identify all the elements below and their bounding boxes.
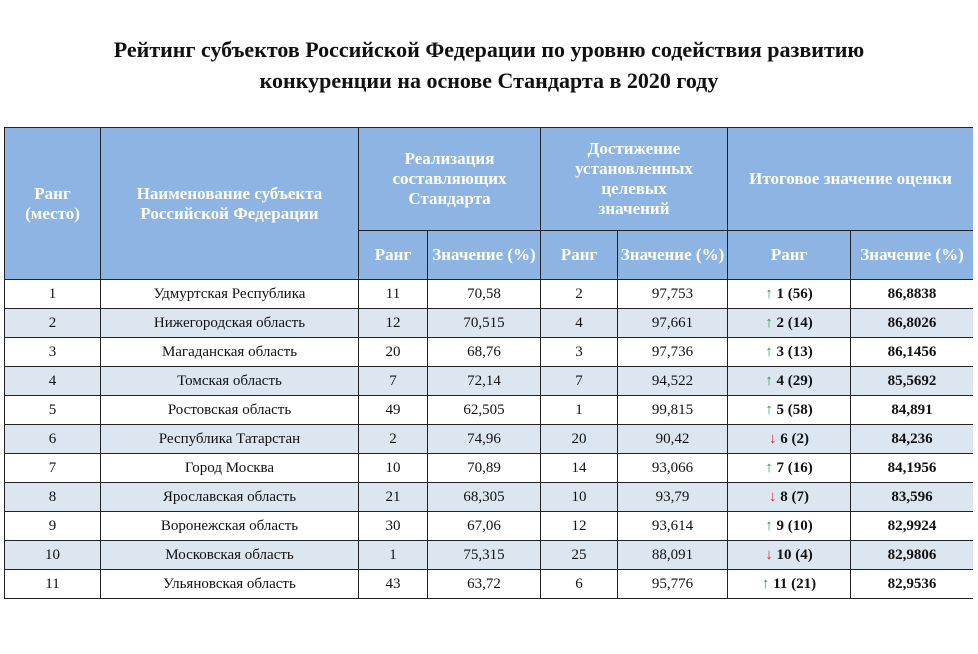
- total-rank-cell: [728, 541, 851, 570]
- impl-rank-cell: 30: [359, 512, 428, 541]
- subheader-rank: Ранг: [359, 231, 428, 280]
- impl-rank-cell: 10: [359, 454, 428, 483]
- total-rank-cell: [728, 512, 851, 541]
- achv-value-cell: 90,42: [618, 425, 728, 454]
- total-rank-text: 8 (7): [780, 488, 810, 505]
- total-rank-cell: [728, 454, 851, 483]
- achv-rank-cell: 1: [541, 396, 618, 425]
- rank-cell: 8: [5, 483, 101, 512]
- rank-cell: 2: [5, 309, 101, 338]
- achv-value-cell: 97,736: [618, 338, 728, 367]
- arrow-up-icon: ↑: [765, 459, 777, 476]
- table-row: [5, 541, 974, 570]
- impl-rank-cell: 2: [359, 425, 428, 454]
- total-value-cell: 82,9536: [851, 570, 973, 599]
- rank-cell: 10: [5, 541, 101, 570]
- impl-rank-cell: 12: [359, 309, 428, 338]
- region-name-cell: Магаданская область: [101, 338, 359, 367]
- region-name-cell: Ростовская область: [101, 396, 359, 425]
- arrow-up-icon: ↑: [761, 575, 774, 592]
- total-value-cell: 85,5692: [851, 367, 973, 396]
- impl-value-cell: 72,14: [428, 367, 541, 396]
- achv-value-cell: 95,776: [618, 570, 728, 599]
- achv-rank-cell: 6: [541, 570, 618, 599]
- table-row: [5, 425, 974, 454]
- region-name-cell: Нижегородская область: [101, 309, 359, 338]
- total-value-cell: 82,9806: [851, 541, 973, 570]
- achv-value-cell: 93,614: [618, 512, 728, 541]
- subheader-value: Значение (%): [851, 231, 973, 280]
- impl-value-cell: 70,89: [428, 454, 541, 483]
- rank-cell: 4: [5, 367, 101, 396]
- table-row: [5, 483, 974, 512]
- table-row: [5, 454, 974, 483]
- arrow-up-icon: ↑: [765, 343, 777, 360]
- achv-value-cell: 97,661: [618, 309, 728, 338]
- impl-rank-cell: 49: [359, 396, 428, 425]
- total-value-cell: 86,8838: [851, 280, 973, 309]
- table-row: [5, 338, 974, 367]
- impl-value-cell: 70,58: [428, 280, 541, 309]
- achv-rank-cell: 14: [541, 454, 618, 483]
- total-rank-text: 3 (13): [776, 343, 813, 360]
- achv-rank-cell: 12: [541, 512, 618, 541]
- arrow-up-icon: ↑: [765, 372, 777, 389]
- impl-value-cell: 68,305: [428, 483, 541, 512]
- total-rank-text: 4 (29): [776, 372, 813, 389]
- rank-cell: 6: [5, 425, 101, 454]
- total-rank-cell: [728, 570, 851, 599]
- total-rank-text: 5 (58): [776, 401, 813, 418]
- impl-value-cell: 68,76: [428, 338, 541, 367]
- subheader-rank: Ранг: [541, 231, 618, 280]
- total-value-cell: 84,1956: [851, 454, 973, 483]
- total-rank-cell: [728, 396, 851, 425]
- arrow-up-icon: ↑: [765, 285, 777, 302]
- region-name-cell: Республика Татарстан: [101, 425, 359, 454]
- region-name-cell: Удмуртская Республика: [101, 280, 359, 309]
- total-rank-text: 2 (14): [776, 314, 813, 331]
- total-rank-text: 6 (2): [780, 430, 810, 447]
- arrow-up-icon: ↑: [765, 314, 777, 331]
- impl-rank-cell: 21: [359, 483, 428, 512]
- total-value-cell: 83,596: [851, 483, 973, 512]
- header-total: Итоговое значение оценки: [728, 128, 973, 231]
- total-value-cell: 86,8026: [851, 309, 973, 338]
- total-rank-text: 7 (16): [776, 459, 813, 476]
- impl-value-cell: 62,505: [428, 396, 541, 425]
- total-rank-cell: [728, 483, 851, 512]
- impl-value-cell: 70,515: [428, 309, 541, 338]
- total-rank-cell: [728, 425, 851, 454]
- achv-value-cell: 93,066: [618, 454, 728, 483]
- achv-value-cell: 97,753: [618, 280, 728, 309]
- table-row: [5, 367, 974, 396]
- arrow-up-icon: ↑: [765, 401, 777, 418]
- header-name: Наименование субъекта Российской Федерации: [101, 128, 359, 280]
- arrow-down-icon: ↓: [765, 546, 777, 563]
- total-value-cell: 82,9924: [851, 512, 973, 541]
- rank-cell: 3: [5, 338, 101, 367]
- region-name-cell: Ярославская область: [101, 483, 359, 512]
- achv-rank-cell: 4: [541, 309, 618, 338]
- rank-cell: 5: [5, 396, 101, 425]
- impl-rank-cell: 11: [359, 280, 428, 309]
- rank-cell: 1: [5, 280, 101, 309]
- header-implementation: Реализация составляющих Стандарта: [359, 128, 541, 231]
- total-value-cell: 86,1456: [851, 338, 973, 367]
- total-rank-cell: [728, 309, 851, 338]
- arrow-up-icon: ↑: [765, 517, 777, 534]
- rating-table-container: [4, 127, 973, 605]
- total-rank-text: 11 (21): [773, 575, 817, 592]
- title-line-2: конкуренции на основе Стандарта в 2020 году: [259, 68, 719, 93]
- impl-value-cell: 74,96: [428, 425, 541, 454]
- header-rank: Ранг (место): [5, 128, 101, 280]
- impl-rank-cell: 43: [359, 570, 428, 599]
- achv-rank-cell: 7: [541, 367, 618, 396]
- table-row: [5, 396, 974, 425]
- page-title: [0, 34, 978, 96]
- achv-value-cell: 88,091: [618, 541, 728, 570]
- subheader-value: Значение (%): [428, 231, 541, 280]
- achv-rank-cell: 20: [541, 425, 618, 454]
- total-value-cell: 84,236: [851, 425, 973, 454]
- impl-value-cell: 75,315: [428, 541, 541, 570]
- table-row: [5, 512, 974, 541]
- total-rank-cell: [728, 280, 851, 309]
- total-rank-cell: [728, 367, 851, 396]
- total-rank-text: 1 (56): [776, 285, 813, 302]
- rating-table: [4, 127, 973, 599]
- rank-cell: 9: [5, 512, 101, 541]
- region-name-cell: Московская область: [101, 541, 359, 570]
- header-achievement: Достижение установленных целевых значений: [541, 128, 728, 231]
- achv-value-cell: 99,815: [618, 396, 728, 425]
- achv-value-cell: 94,522: [618, 367, 728, 396]
- impl-rank-cell: 1: [359, 541, 428, 570]
- subheader-value: Значение (%): [618, 231, 728, 280]
- achv-rank-cell: 25: [541, 541, 618, 570]
- arrow-down-icon: ↓: [769, 488, 781, 505]
- table-row: [5, 570, 974, 599]
- rank-cell: 11: [5, 570, 101, 599]
- achv-rank-cell: 10: [541, 483, 618, 512]
- impl-rank-cell: 20: [359, 338, 428, 367]
- arrow-down-icon: ↓: [769, 430, 781, 447]
- region-name-cell: Воронежская область: [101, 512, 359, 541]
- impl-rank-cell: 7: [359, 367, 428, 396]
- total-rank-text: 10 (4): [776, 546, 813, 563]
- table-row: [5, 280, 974, 309]
- subheader-rank: Ранг: [728, 231, 851, 280]
- rank-cell: 7: [5, 454, 101, 483]
- title-line-1: Рейтинг субъектов Российской Федерации по уровню содействия развитию: [113, 37, 865, 62]
- region-name-cell: Ульяновская область: [101, 570, 359, 599]
- total-rank-cell: [728, 338, 851, 367]
- impl-value-cell: 63,72: [428, 570, 541, 599]
- region-name-cell: Город Москва: [101, 454, 359, 483]
- region-name-cell: Томская область: [101, 367, 359, 396]
- total-value-cell: 84,891: [851, 396, 973, 425]
- achv-value-cell: 93,79: [618, 483, 728, 512]
- achv-rank-cell: 3: [541, 338, 618, 367]
- total-rank-text: 9 (10): [776, 517, 813, 534]
- achv-rank-cell: 2: [541, 280, 618, 309]
- impl-value-cell: 67,06: [428, 512, 541, 541]
- table-row: [5, 309, 974, 338]
